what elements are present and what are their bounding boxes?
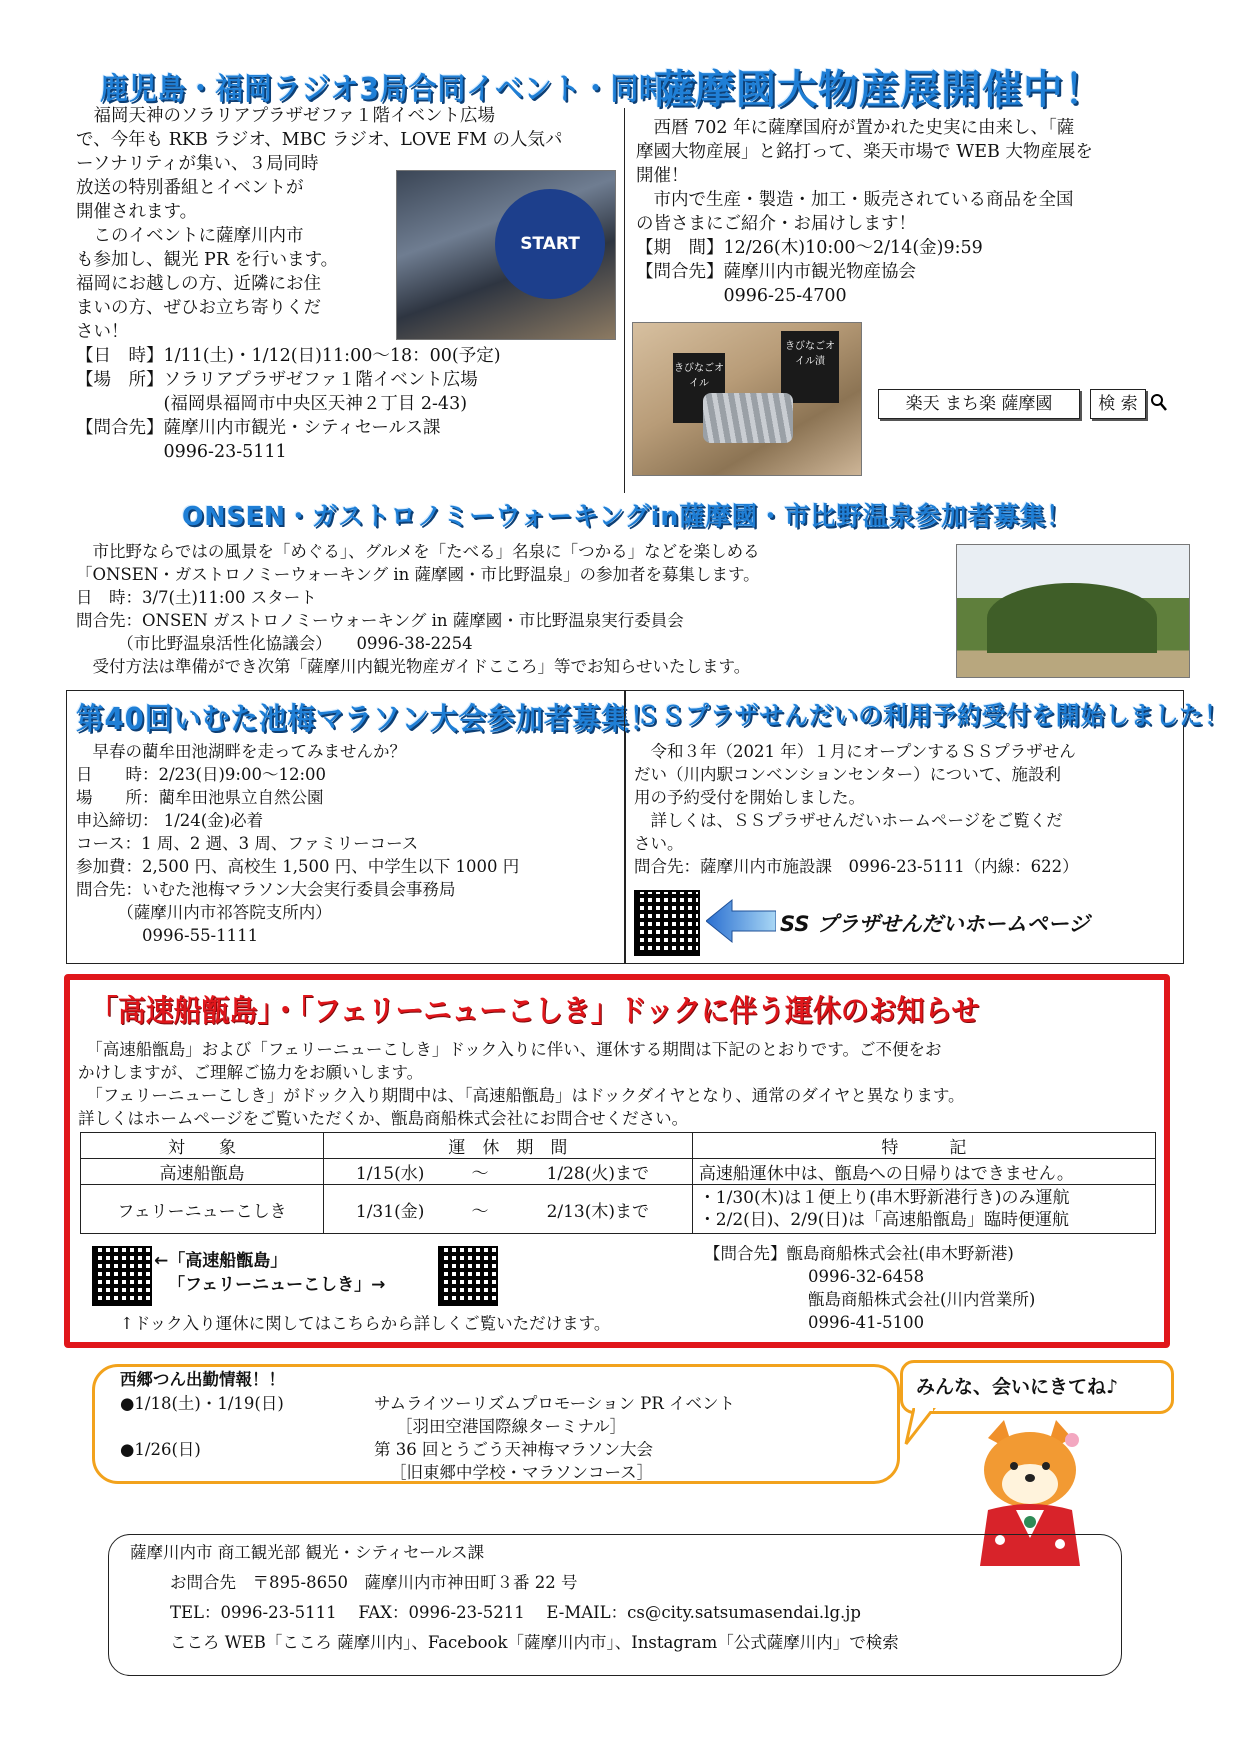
ferry-l2: かけしますが、ご理解ご協力をお願いします。 [78,1063,424,1082]
radio-p2a: このイベントに薩摩川内市 [76,226,304,246]
expo-title: 薩摩國大物産展開催中！ [654,67,1105,113]
table-cell-sep: ～ [456,1185,504,1234]
table-row [81,1159,1156,1185]
ferry-title: 「高速船甑島」・「フェリーニューこしき」ドックに伴う運休のお知らせ [90,994,980,1029]
product-jar-2 [781,331,839,403]
marathon-l9: 0996-55-1111 [76,926,259,945]
table-note-line: ・1/30(木)は１便上り(串木野新港行き)のみ運航 [698,1188,1070,1208]
mountain-shape [987,583,1157,653]
onsen-l6: 受付方法は準備ができ次第「薩摩川内観光物産ガイドこころ」等でお知らせいたします。 [76,657,751,676]
speech-bubble-text: みんな、会いにきてね♪ [916,1376,1119,1398]
footer-address: お問合先 〒895-8650 薩摩川内市神田町３番 22 号 [170,1573,578,1592]
onsen-l4: 問合先：ONSEN ガストロノミーウォーキング in 薩摩國・市比野温泉実行委員会 [76,611,684,630]
expo-period: 【期 間】12/26(木)10:00～2/14(金)9:59 [636,238,983,258]
radio-event-photo [396,170,616,340]
expo-p1c: 開催！ [636,166,689,186]
expo-p1a: 西暦 702 年に薩摩国府が置かれた史実に由来し、「薩 [636,118,1075,138]
product-fish [703,393,793,443]
footer-dept: 薩摩川内市 商工観光部 観光・シティセールス課 [130,1543,485,1562]
marathon-text [76,740,616,947]
table-cell-sep: ～ [456,1159,504,1185]
search-button[interactable] [1090,389,1146,419]
expo-contact: 【問合先】薩摩川内市観光物産協会 [636,262,916,282]
mountain-photo [956,544,1190,678]
ss-l4: 詳しくは、ＳＳプラザせんだいホームページをご覧くだ [634,811,1063,830]
product-label-1: きびなごオイル [674,363,724,389]
radio-p2c: 福岡にお越しの方、近隣にお住 [76,274,321,294]
radio-p2b: も参加し、観光 PR を行います。 [76,250,339,270]
ferry-qr-code-1[interactable] [92,1246,152,1306]
radio-address: (福岡県福岡市中央区天神２丁目 2-43) [76,394,468,414]
ss-l6: 問合先：薩摩川内市施設課 0996-23-5111（内線：622） [634,857,1079,876]
speech-bubble-tail [904,1408,944,1452]
saigo-e1-place: ［羽田空港国際線ターミナル］ [396,1417,627,1436]
ss-homepage-link[interactable]: SS プラザせんだいホームページ [780,912,1090,936]
marathon-l8: （薩摩川内市祁答院支所内） [76,903,332,922]
radio-date: 【日 時】1/11(土)・1/12(日)11:00～18：00(予定) [76,346,501,366]
saigo-e2-event: 第 36 回とうごう天神梅マラソン大会 [374,1440,653,1459]
operation-table [80,1132,1156,1234]
footer-contact: TEL：0996-23-5111 FAX：0996-23-5211 E-MAIL：cs@city.satsumasendai.lg.jp [170,1603,861,1622]
radio-p2e: さい！ [76,322,129,342]
expo-p1b: 摩國大物産展」と銘打って、楽天市場で WEB 大物産展を [636,142,1093,162]
footer-search: こころ WEB「こころ 薩摩川内」、Facebook「薩摩川内市」、Instagram「公式薩摩川内」で検索 [170,1633,899,1652]
table-cell-note: 高速船運休中は、甑島への日帰りはできません。 [692,1159,1155,1185]
expo-text [636,116,1196,308]
onsen-l5: （市比野温泉活性化協議会） 0996-38-2254 [76,634,473,653]
ferry-c3: 甑島商船株式会社(川内営業所) [808,1290,1036,1309]
marathon-l4: 申込締切： 1/24(金)必着 [76,811,264,830]
marathon-l1: 早春の藺牟田池湖畔を走ってみませんか？ [76,742,406,761]
radio-p1b: で、今年も RKB ラジオ、MBC ラジオ、LOVE FM の人気パ [76,130,563,150]
table-header: 対 象 [81,1133,324,1159]
marathon-title: 第40回いむた池梅マラソン大会参加者募集！ [76,702,659,737]
onsen-l1: 市比野ならではの風景を「めぐる」、グルメを「たべる」名泉に「つかる」などを楽しめる [76,542,760,561]
start-sign [495,189,605,299]
ss-l5: さい。 [634,834,684,853]
search-text: 楽天 まち楽 薩摩國 [905,394,1053,414]
column-divider [624,108,625,493]
table-header: 特 記 [692,1133,1155,1159]
radio-place: 【場 所】ソラリアプラザゼファ１階イベント広場 [76,370,478,390]
table-note-line: ・2/2(日)、2/9(日)は「高速船甑島」臨時便運航 [698,1210,1070,1230]
search-box[interactable] [878,389,1080,419]
table-cell-to: 2/13(木)まで [504,1185,693,1234]
ss-qr-code[interactable] [634,890,700,956]
marathon-l6: 参加費：2,500 円、高校生 1,500 円、中学生以下 1000 円 [76,857,520,876]
ferry-l1: 「高速船甑島」および「フェリーニューこしき」ドック入りに伴い、運休する期間は下記のとおりです。ご不便をお [78,1040,942,1059]
onsen-text [76,540,956,678]
ferry-qr-label-1: ←「高速船甑島」 [154,1251,288,1271]
table-row [81,1185,1156,1234]
start-sign-label: START [520,234,580,254]
ferry-l3: 「フェリーニューこしき」がドック入り期間中は、「高速船甑島」はドックダイヤとなり、通常のダイヤと異なります。 [78,1086,965,1105]
table-header-row [81,1133,1156,1159]
ss-arrow-icon [706,898,776,948]
saigo-e2-place: ［旧東郷中学校・マラソンコース］ [390,1463,654,1482]
table-cell-target: フェリーニューこしき [81,1185,324,1234]
ferry-qr-note: ↑ドック入り運休に関してはこちらから詳しくご覧いただけます。 [120,1314,611,1333]
radio-p1e: 開催されます。 [76,202,198,222]
onsen-l2: 「ONSEN・ガストロノミーウォーキング in 薩摩國・市比野温泉」の参加者を募集します。 [76,565,760,584]
product-photo [632,322,862,476]
table-cell-to: 1/28(火)まで [504,1159,693,1185]
marathon-l5: コース：1 周、2 週、3 周、ファミリーコース [76,834,419,853]
ss-l2: だい（川内駅コンベンションセンター）について、施設利 [634,765,1061,784]
saigo-e2-date: ●1/26(日) [120,1440,201,1459]
table-cell-target: 高速船甑島 [81,1159,324,1185]
onsen-l3: 日 時：3/7(土)11:00 スタート [76,588,317,607]
ferry-c2: 0996-32-6458 [808,1267,925,1286]
saigo-e1-date: ●1/18(土)・1/19(日) [120,1394,284,1413]
search-button-label: 検 索 [1098,394,1138,414]
table-header: 運 休 期 間 [324,1133,693,1159]
marathon-l3: 場 所：藺牟田池県立自然公園 [76,788,324,807]
table-cell-from: 1/15(水) [324,1159,457,1185]
radio-p1a: 福岡天神のソラリアプラザゼファ１階イベント広場 [76,106,495,126]
ss-text [634,740,1180,878]
product-label-2: きびなごオイル漬 [785,341,835,367]
ferry-qr-code-2[interactable] [438,1246,498,1306]
radio-p1d: 放送の特別番組とイベントが [76,178,304,198]
ferry-c1: 【問合先】甑島商船株式会社(串木野新港) [704,1244,1014,1263]
ferry-c4: 0996-41-5100 [808,1313,925,1332]
radio-contact: 【問合先】薩摩川内市観光・シティセールス課 [76,418,441,438]
ss-title: ＳＳプラザせんだいの利用予約受付を開始しました！ [636,701,1229,730]
saigo-e1-event: サムライツーリズムプロモーション PR イベント [374,1394,736,1413]
table-cell-from: 1/31(金) [324,1185,457,1234]
marathon-l2: 日 時：2/23(日)9:00～12:00 [76,765,327,784]
expo-p2a: 市内で生産・製造・加工・販売されている商品を全国 [636,190,1074,210]
ferry-contact [704,1242,1154,1334]
radio-p2d: まいの方、ぜひお立ち寄りくだ [76,298,321,318]
radio-tel: 0996-23-5111 [76,442,287,462]
ferry-text [78,1038,1168,1130]
onsen-title: ONSEN・ガストロノミーウォーキングin薩摩國・市比野温泉参加者募集！ [182,502,1073,532]
ss-l1: 令和３年（2021 年）１月にオープンするＳＳプラザせん [634,742,1076,761]
saigo-title: 西郷つん出勤情報！！ [120,1370,285,1389]
marathon-l7: 問合先：いむた池梅マラソン大会実行委員会事務局 [76,880,456,899]
ss-l3: 用の予約受付を開始しました。 [634,788,865,807]
magnifier-icon [1150,393,1168,417]
radio-title: 鹿児島・福岡ラジオ3局合同イベント・同時放送 [100,72,726,107]
table-cell-note [692,1185,1155,1234]
ferry-l4: 詳しくはホームページをご覧いただくか、甑島商船株式会社にお問合せください。 [78,1109,689,1128]
ferry-qr-label-2: 「フェリーニューこしき」→ [168,1275,386,1295]
radio-p1c: ーソナリティが集い、３局同時 [76,154,319,174]
expo-p2b: の皆さまにご紹介・お届けします！ [636,214,916,234]
expo-tel: 0996-25-4700 [636,286,847,306]
footer-text [130,1538,1120,1658]
